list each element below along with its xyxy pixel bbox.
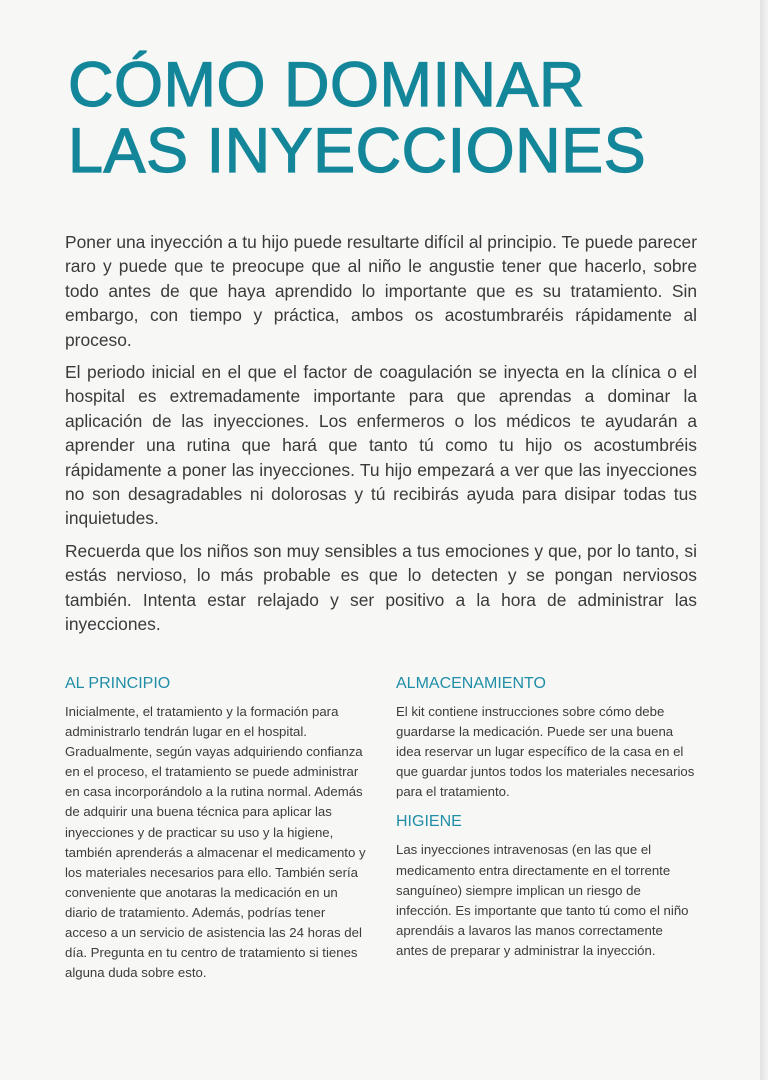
page-edge bbox=[760, 0, 768, 1080]
page-title-line-1: CÓMO DOMINAR bbox=[68, 50, 585, 120]
intro-paragraph-1: Poner una inyección a tu hijo puede resultarte difícil al principio. Te puede parecer raro y puede que te preocupe que al niño le angustie tener que hacerlo, sobre todo antes de que haya aprendido lo importante que es su tratamiento. Sin embargo, con tiempo y práctica, ambos os acostumbraréis rápidamente al proceso. bbox=[65, 232, 697, 350]
intro-paragraph-2: El periodo inicial en el que el factor de coagulación se inyecta en la clínica o el hospital es extremadamente importante para que aprendas a dominar la aplicación de las inyecciones. Los enfermeros o los médicos te ayudarán a aprender una rutina que hará que tanto tú como tu hijo os acostumbréis rápidamente a poner las inyecciones. Tu hijo empezará a ver que las inyecciones no son desagradables ni dolorosas y tú recibirás ayuda para disipar todas tus inquietudes. bbox=[65, 362, 697, 529]
section-body-higiene: Las inyecciones intravenosas (en las que el medicamento entra directamente en el torrente sanguíneo) siempre implican un riesgo de infección. Es importante que tanto tú como el niño aprendáis a lavaros las manos correctamente antes de preparar y administrar la inyección. bbox=[396, 842, 689, 958]
right-column bbox=[396, 674, 696, 961]
left-column bbox=[65, 674, 370, 983]
page-title-line-2: LAS INYECCIONES bbox=[68, 116, 647, 186]
page-title bbox=[68, 52, 646, 184]
section-heading-al-principio: AL PRINCIPIO bbox=[65, 675, 171, 692]
intro-text bbox=[65, 230, 697, 645]
section-body-almacenamiento: El kit contiene instrucciones sobre cómo debe guardarse la medicación. Puede ser una buena idea reservar un lugar específico de la casa en el que guardar juntos todos los materiales necesarios para el tratamiento. bbox=[396, 704, 695, 800]
section-body-al-principio: Inicialmente, el tratamiento y la formación para administrarlo tendrán lugar en el hospital. Gradualmente, según vayas adquiriendo confianza en el proceso, el tratamiento se puede administrar en casa incorporándolo a la rutina normal. Además de adquirir una buena técnica para aplicar las inyecciones y de practicar su uso y la higiene, también aprenderás a almacenar el medicamento y los materiales necesarios para ello. También sería conveniente que anotaras la medicación en un diario de tratamiento. Además, podrías tener acceso a un servicio de asistencia las 24 horas del día. Pregunta en tu centro de tratamiento si tienes alguna duda sobre esto. bbox=[65, 704, 366, 981]
intro-paragraph-3: Recuerda que los niños son muy sensibles a tus emociones y que, por lo tanto, si estás nervioso, lo más probable es que lo detecten y se pongan nerviosos también. Intenta estar relajado y ser positivo a la hora de administrar las inyecciones. bbox=[65, 540, 697, 635]
section-heading-almacenamiento: ALMACENAMIENTO bbox=[396, 675, 546, 692]
section-heading-higiene: HIGIENE bbox=[396, 813, 462, 831]
